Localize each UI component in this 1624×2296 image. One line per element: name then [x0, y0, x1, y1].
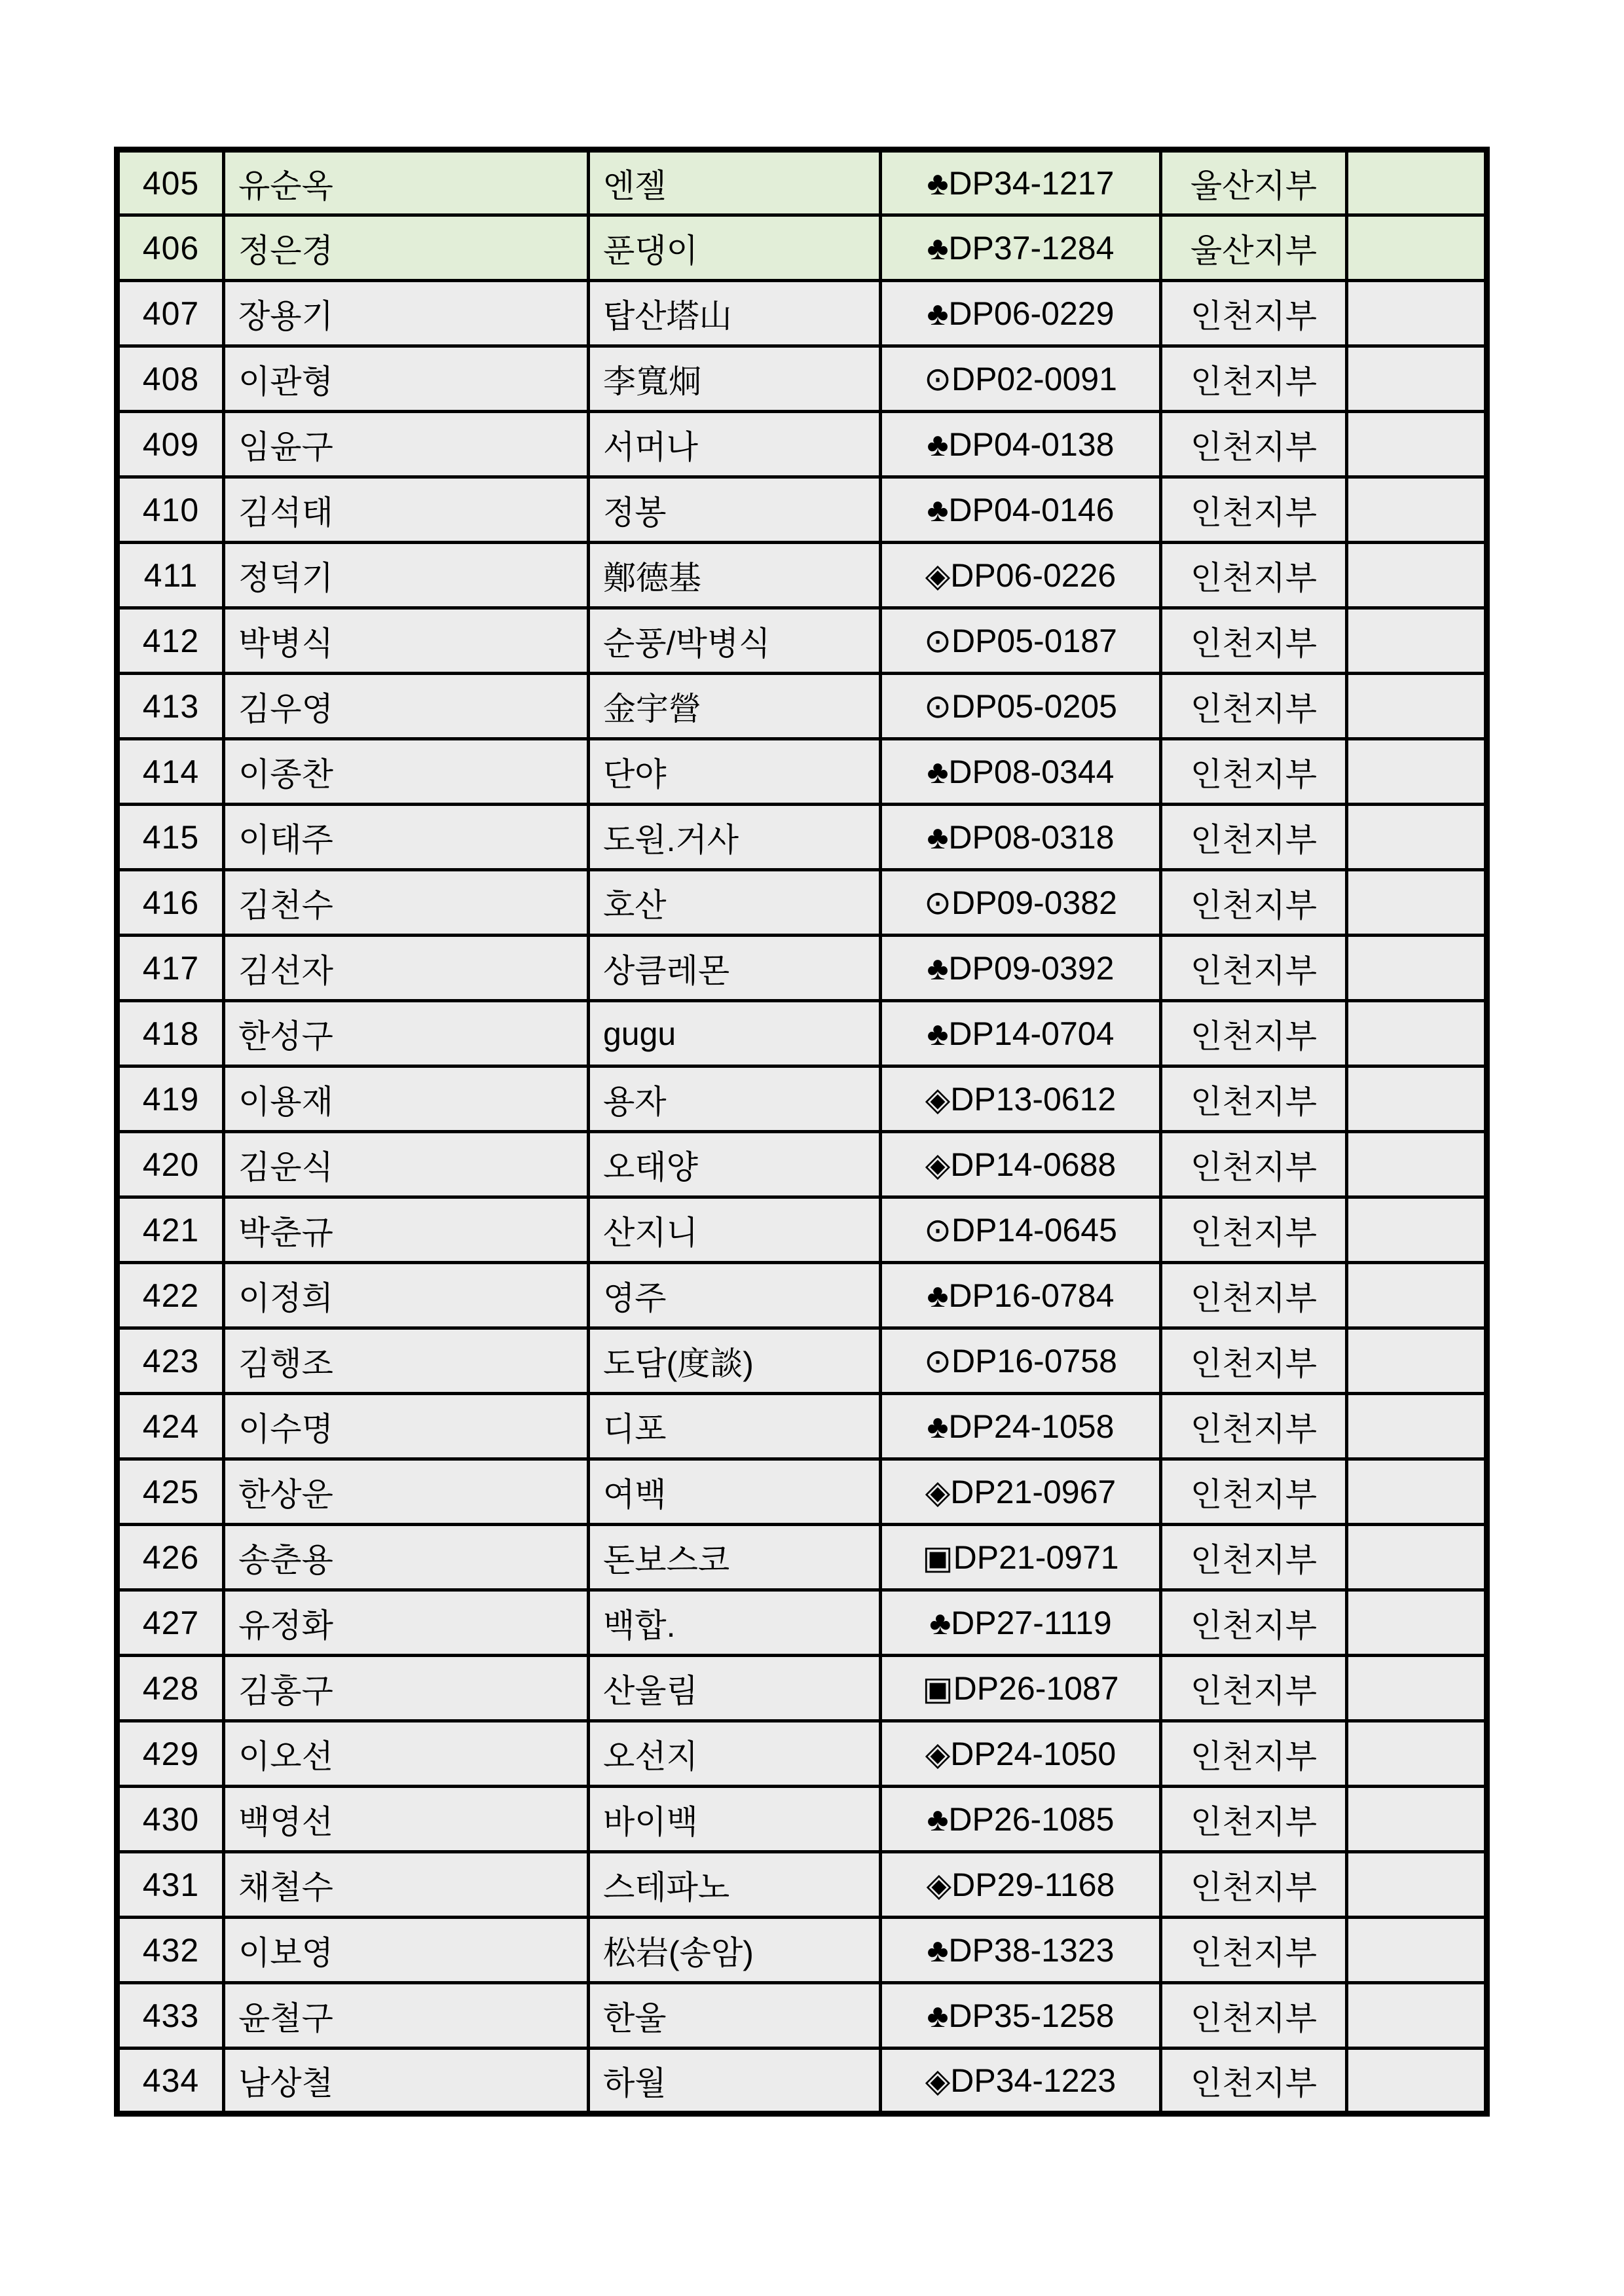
row-number-cell: 431	[117, 1852, 224, 1918]
row-number-cell: 410	[117, 477, 224, 543]
member-code-cell: ⊙DP05-0187	[881, 608, 1161, 674]
member-row	[117, 1918, 1487, 1983]
branch-cell: 인천지부	[1161, 936, 1347, 1001]
member-name-cell: 김선자	[224, 936, 589, 1001]
member-code-cell: ◈DP14-0688	[881, 1132, 1161, 1197]
branch-cell: 인천지부	[1161, 281, 1347, 346]
member-name-cell: 이종찬	[224, 739, 589, 805]
member-code-cell: ♣DP08-0344	[881, 739, 1161, 805]
branch-cell: 인천지부	[1161, 608, 1347, 674]
row-number-cell: 416	[117, 870, 224, 936]
member-name-cell: 유순옥	[224, 150, 589, 215]
branch-cell: 인천지부	[1161, 1132, 1347, 1197]
member-name-cell: 이보영	[224, 1918, 589, 1983]
member-name-cell: 남상철	[224, 2049, 589, 2114]
member-name-cell: 백영선	[224, 1787, 589, 1852]
member-row	[117, 1983, 1487, 2049]
branch-cell: 인천지부	[1161, 1066, 1347, 1132]
nickname-cell: 하월	[589, 2049, 881, 2114]
branch-cell: 인천지부	[1161, 412, 1347, 477]
branch-cell: 인천지부	[1161, 1721, 1347, 1787]
member-name-cell: 채철수	[224, 1852, 589, 1918]
nickname-cell: 돈보스코	[589, 1525, 881, 1590]
member-row	[117, 674, 1487, 739]
member-code-cell: ♣DP27-1119	[881, 1590, 1161, 1656]
nickname-cell: 순풍/박병식	[589, 608, 881, 674]
member-code-cell: ⊙DP14-0645	[881, 1197, 1161, 1263]
note-cell	[1347, 1590, 1487, 1656]
member-row	[117, 346, 1487, 412]
member-name-cell: 이관형	[224, 346, 589, 412]
member-name-cell: 김운식	[224, 1132, 589, 1197]
branch-cell: 인천지부	[1161, 1001, 1347, 1066]
nickname-cell: 오태양	[589, 1132, 881, 1197]
note-cell	[1347, 1263, 1487, 1328]
member-code-cell: ♣DP08-0318	[881, 805, 1161, 870]
member-code-cell: ◈DP29-1168	[881, 1852, 1161, 1918]
member-row	[117, 1066, 1487, 1132]
branch-cell: 인천지부	[1161, 1852, 1347, 1918]
row-number-cell: 406	[117, 215, 224, 281]
row-number-cell: 426	[117, 1525, 224, 1590]
member-code-cell: ♣DP09-0392	[881, 936, 1161, 1001]
branch-cell: 인천지부	[1161, 1328, 1347, 1394]
member-name-cell: 박춘규	[224, 1197, 589, 1263]
member-name-cell: 김홍구	[224, 1656, 589, 1721]
nickname-cell: 산울림	[589, 1656, 881, 1721]
note-cell	[1347, 1852, 1487, 1918]
note-cell	[1347, 674, 1487, 739]
row-number-cell: 434	[117, 2049, 224, 2114]
member-name-cell: 이오선	[224, 1721, 589, 1787]
branch-cell: 인천지부	[1161, 1590, 1347, 1656]
member-code-cell: ♣DP34-1217	[881, 150, 1161, 215]
member-name-cell: 유정화	[224, 1590, 589, 1656]
row-number-cell: 430	[117, 1787, 224, 1852]
note-cell	[1347, 1394, 1487, 1459]
branch-cell: 인천지부	[1161, 1263, 1347, 1328]
row-number-cell: 408	[117, 346, 224, 412]
member-row	[117, 1656, 1487, 1721]
nickname-cell: gugu	[589, 1001, 881, 1066]
nickname-cell: 스테파노	[589, 1852, 881, 1918]
nickname-cell: 영주	[589, 1263, 881, 1328]
member-code-cell: ⊙DP09-0382	[881, 870, 1161, 936]
member-row	[117, 1132, 1487, 1197]
member-row	[117, 1590, 1487, 1656]
branch-cell: 인천지부	[1161, 870, 1347, 936]
member-row	[117, 870, 1487, 936]
row-number-cell: 413	[117, 674, 224, 739]
member-name-cell: 이수명	[224, 1394, 589, 1459]
row-number-cell: 427	[117, 1590, 224, 1656]
row-number-cell: 421	[117, 1197, 224, 1263]
member-name-cell: 김우영	[224, 674, 589, 739]
note-cell	[1347, 281, 1487, 346]
branch-cell: 울산지부	[1161, 215, 1347, 281]
row-number-cell: 423	[117, 1328, 224, 1394]
member-code-cell: ◈DP24-1050	[881, 1721, 1161, 1787]
member-name-cell: 이정희	[224, 1263, 589, 1328]
row-number-cell: 417	[117, 936, 224, 1001]
note-cell	[1347, 1001, 1487, 1066]
row-number-cell: 429	[117, 1721, 224, 1787]
member-name-cell: 윤철구	[224, 1983, 589, 2049]
branch-cell: 인천지부	[1161, 477, 1347, 543]
member-code-cell: ♣DP38-1323	[881, 1918, 1161, 1983]
member-row	[117, 2049, 1487, 2114]
nickname-cell: 서머나	[589, 412, 881, 477]
row-number-cell: 419	[117, 1066, 224, 1132]
member-name-cell: 장용기	[224, 281, 589, 346]
member-row	[117, 1394, 1487, 1459]
note-cell	[1347, 1656, 1487, 1721]
member-code-cell: ♣DP26-1085	[881, 1787, 1161, 1852]
row-number-cell: 412	[117, 608, 224, 674]
note-cell	[1347, 1525, 1487, 1590]
member-row	[117, 1852, 1487, 1918]
member-row	[117, 1721, 1487, 1787]
note-cell	[1347, 1066, 1487, 1132]
member-name-cell: 한상운	[224, 1459, 589, 1525]
member-name-cell: 김행조	[224, 1328, 589, 1394]
member-code-cell: ♣DP24-1058	[881, 1394, 1161, 1459]
member-roster-body	[117, 150, 1487, 2114]
nickname-cell: 호산	[589, 870, 881, 936]
row-number-cell: 407	[117, 281, 224, 346]
member-name-cell: 이용재	[224, 1066, 589, 1132]
nickname-cell: 단야	[589, 739, 881, 805]
note-cell	[1347, 1983, 1487, 2049]
member-code-cell: ⊙DP02-0091	[881, 346, 1161, 412]
nickname-cell: 산지니	[589, 1197, 881, 1263]
row-number-cell: 420	[117, 1132, 224, 1197]
branch-cell: 인천지부	[1161, 1983, 1347, 2049]
branch-cell: 인천지부	[1161, 346, 1347, 412]
member-code-cell: ▣DP26-1087	[881, 1656, 1161, 1721]
branch-cell: 인천지부	[1161, 543, 1347, 608]
nickname-cell: 탑산塔山	[589, 281, 881, 346]
member-code-cell: ◈DP13-0612	[881, 1066, 1161, 1132]
nickname-cell: 엔젤	[589, 150, 881, 215]
member-code-cell: ♣DP37-1284	[881, 215, 1161, 281]
note-cell	[1347, 1328, 1487, 1394]
member-code-cell: ⊙DP05-0205	[881, 674, 1161, 739]
member-row	[117, 543, 1487, 608]
nickname-cell: 도원.거사	[589, 805, 881, 870]
note-cell	[1347, 1721, 1487, 1787]
member-row	[117, 1001, 1487, 1066]
branch-cell: 인천지부	[1161, 1197, 1347, 1263]
nickname-cell: 디포	[589, 1394, 881, 1459]
row-number-cell: 411	[117, 543, 224, 608]
note-cell	[1347, 150, 1487, 215]
branch-cell: 인천지부	[1161, 674, 1347, 739]
branch-cell: 인천지부	[1161, 1918, 1347, 1983]
member-row	[117, 477, 1487, 543]
member-row	[117, 805, 1487, 870]
nickname-cell: 도담(度談)	[589, 1328, 881, 1394]
row-number-cell: 432	[117, 1918, 224, 1983]
row-number-cell: 433	[117, 1983, 224, 2049]
member-code-cell: ◈DP06-0226	[881, 543, 1161, 608]
member-row	[117, 150, 1487, 215]
row-number-cell: 422	[117, 1263, 224, 1328]
nickname-cell: 松岩(송암)	[589, 1918, 881, 1983]
note-cell	[1347, 870, 1487, 936]
member-name-cell: 임윤구	[224, 412, 589, 477]
member-row	[117, 1328, 1487, 1394]
note-cell	[1347, 1197, 1487, 1263]
member-code-cell: ♣DP04-0146	[881, 477, 1161, 543]
member-row	[117, 608, 1487, 674]
row-number-cell: 415	[117, 805, 224, 870]
branch-cell: 인천지부	[1161, 805, 1347, 870]
member-row	[117, 1459, 1487, 1525]
member-name-cell: 김석태	[224, 477, 589, 543]
member-name-cell: 김천수	[224, 870, 589, 936]
nickname-cell: 金宇營	[589, 674, 881, 739]
branch-cell: 인천지부	[1161, 1525, 1347, 1590]
member-row	[117, 739, 1487, 805]
member-code-cell: ⊙DP16-0758	[881, 1328, 1161, 1394]
member-name-cell: 한성구	[224, 1001, 589, 1066]
member-code-cell: ♣DP16-0784	[881, 1263, 1161, 1328]
note-cell	[1347, 805, 1487, 870]
member-row	[117, 936, 1487, 1001]
note-cell	[1347, 1132, 1487, 1197]
note-cell	[1347, 1459, 1487, 1525]
member-row	[117, 215, 1487, 281]
branch-cell: 인천지부	[1161, 1394, 1347, 1459]
member-row	[117, 412, 1487, 477]
member-code-cell: ♣DP35-1258	[881, 1983, 1161, 2049]
note-cell	[1347, 477, 1487, 543]
member-code-cell: ◈DP21-0967	[881, 1459, 1161, 1525]
member-name-cell: 송춘용	[224, 1525, 589, 1590]
member-row	[117, 1263, 1487, 1328]
member-name-cell: 정은경	[224, 215, 589, 281]
note-cell	[1347, 936, 1487, 1001]
nickname-cell: 한울	[589, 1983, 881, 2049]
member-code-cell: ♣DP04-0138	[881, 412, 1161, 477]
note-cell	[1347, 1918, 1487, 1983]
member-name-cell: 이태주	[224, 805, 589, 870]
nickname-cell: 상큼레몬	[589, 936, 881, 1001]
nickname-cell: 정봉	[589, 477, 881, 543]
note-cell	[1347, 1787, 1487, 1852]
note-cell	[1347, 739, 1487, 805]
member-row	[117, 281, 1487, 346]
nickname-cell: 오선지	[589, 1721, 881, 1787]
member-code-cell: ▣DP21-0971	[881, 1525, 1161, 1590]
member-roster-table	[114, 147, 1490, 2117]
row-number-cell: 418	[117, 1001, 224, 1066]
branch-cell: 인천지부	[1161, 1787, 1347, 1852]
nickname-cell: 鄭德基	[589, 543, 881, 608]
note-cell	[1347, 608, 1487, 674]
branch-cell: 울산지부	[1161, 150, 1347, 215]
note-cell	[1347, 215, 1487, 281]
note-cell	[1347, 346, 1487, 412]
row-number-cell: 425	[117, 1459, 224, 1525]
nickname-cell: 바이백	[589, 1787, 881, 1852]
note-cell	[1347, 412, 1487, 477]
member-code-cell: ◈DP34-1223	[881, 2049, 1161, 2114]
member-row	[117, 1525, 1487, 1590]
member-code-cell: ♣DP14-0704	[881, 1001, 1161, 1066]
row-number-cell: 424	[117, 1394, 224, 1459]
branch-cell: 인천지부	[1161, 2049, 1347, 2114]
row-number-cell: 409	[117, 412, 224, 477]
member-name-cell: 박병식	[224, 608, 589, 674]
member-code-cell: ♣DP06-0229	[881, 281, 1161, 346]
branch-cell: 인천지부	[1161, 1459, 1347, 1525]
nickname-cell: 용자	[589, 1066, 881, 1132]
row-number-cell: 428	[117, 1656, 224, 1721]
branch-cell: 인천지부	[1161, 739, 1347, 805]
nickname-cell: 여백	[589, 1459, 881, 1525]
member-row	[117, 1787, 1487, 1852]
note-cell	[1347, 2049, 1487, 2114]
row-number-cell: 414	[117, 739, 224, 805]
member-name-cell: 정덕기	[224, 543, 589, 608]
nickname-cell: 李寬炯	[589, 346, 881, 412]
row-number-cell: 405	[117, 150, 224, 215]
note-cell	[1347, 543, 1487, 608]
nickname-cell: 푼댕이	[589, 215, 881, 281]
branch-cell: 인천지부	[1161, 1656, 1347, 1721]
nickname-cell: 백합.	[589, 1590, 881, 1656]
member-row	[117, 1197, 1487, 1263]
